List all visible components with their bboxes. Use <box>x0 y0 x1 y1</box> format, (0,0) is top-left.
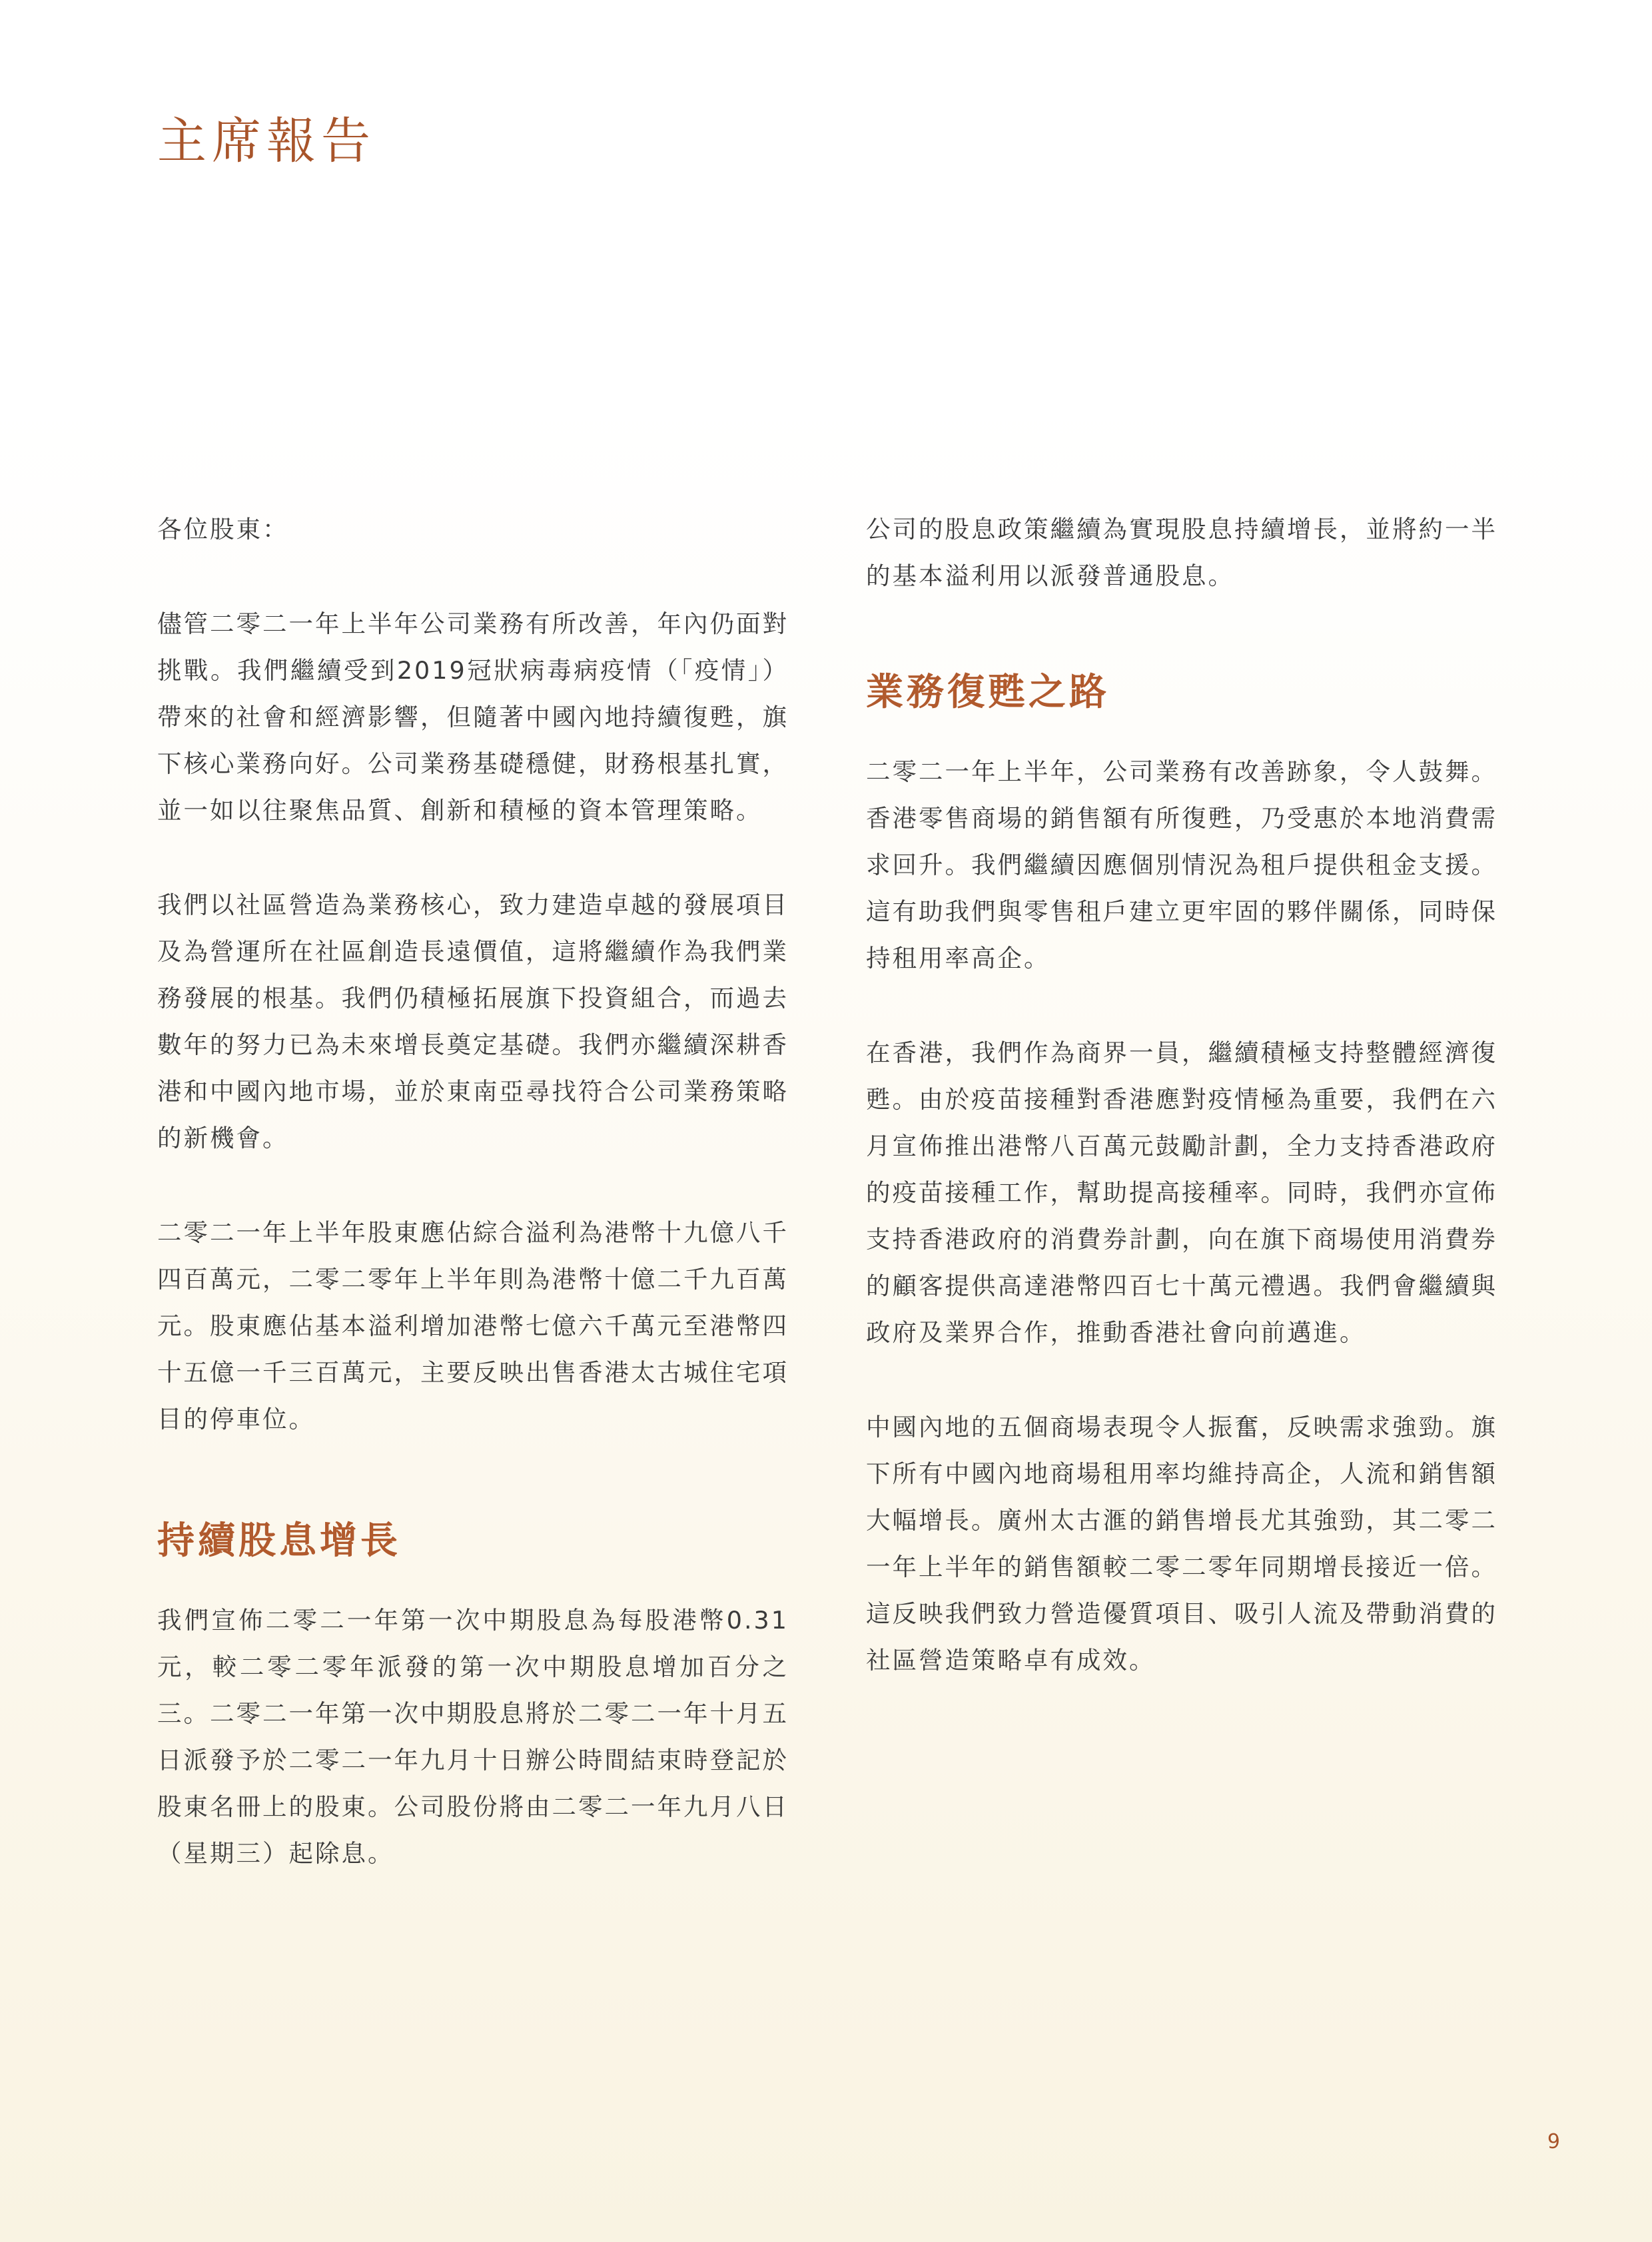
page-number: 9 <box>1547 2130 1560 2153</box>
salutation: 各位股東： <box>157 515 289 544</box>
right-column <box>866 506 1497 1732</box>
paragraph-interim-dividend: 我們宣佈二零二一年第一次中期股息為每股港幣0.31元，較二零二零年派發的第一次中期股息增加百分之三。二零二一年第一次中期股息將於二零二一年十月五日派發予於二零二一年九月十日辦公時間結束時登記於股東名冊上的股東。公司股份將由二零二一年九月八日（星期三）起除息。 <box>157 1606 789 1868</box>
paragraph-business-overview: 儘管二零二一年上半年公司業務有所改善，年內仍面對挑戰。我們繼續受到2019冠狀病毒病疫情（「疫情」）帶來的社會和經濟影響，但隨著中國內地持續復甦，旗下核心業務向好。公司業務基礎穩健，財務根基扎實，並一如以往聚焦品質、創新和積極的資本管理策略。 <box>157 609 789 825</box>
section-heading-dividend: 持續股息增長 <box>157 1519 401 1563</box>
left-column <box>157 506 789 1925</box>
page-title: 主席報告 <box>157 113 376 170</box>
section-heading-recovery: 業務復甦之路 <box>866 671 1110 714</box>
paragraph-profit: 二零二一年上半年股東應佔綜合溢利為港幣十九億八千四百萬元，二零二零年上半年則為港幣十億二千九百萬元。股東應佔基本溢利增加港幣七億六千萬元至港幣四十五億一千三百萬元，主要反映出售香港太古城住宅項目的停車位。 <box>157 1218 789 1433</box>
paragraph-community-making: 我們以社區營造為業務核心，致力建造卓越的發展項目及為營運所在社區創造長遠價值，這將繼續作為我們業務發展的根基。我們仍積極拓展旗下投資組合，而過去數年的努力已為未來增長奠定基礎。我們亦繼續深耕香港和中國內地市場，並於東南亞尋找符合公司業務策略的新機會。 <box>157 891 789 1152</box>
paragraph-mainland-malls: 中國內地的五個商場表現令人振奮，反映需求強勁。旗下所有中國內地商場租用率均維持高企，人流和銷售額大幅增長。廣州太古滙的銷售增長尤其強勁，其二零二一年上半年的銷售額較二零二零年同期增長接近一倍。這反映我們致力營造優質項目、吸引人流及帶動消費的社區營造策略卓有成效。 <box>866 1413 1497 1675</box>
paragraph-dividend-policy: 公司的股息政策繼續為實現股息持續增長，並將約一半的基本溢利用以派發普通股息。 <box>866 515 1497 590</box>
paragraph-retail-recovery: 二零二一年上半年，公司業務有改善跡象，令人鼓舞。香港零售商場的銷售額有所復甦，乃受惠於本地消費需求回升。我們繼續因應個別情況為租戶提供租金支援。這有助我們與零售租戶建立更牢固的夥伴關係，同時保持租用率高企。 <box>866 757 1497 972</box>
paragraph-hong-kong-support: 在香港，我們作為商界一員，繼續積極支持整體經濟復甦。由於疫苗接種對香港應對疫情極為重要，我們在六月宣佈推出港幣八百萬元鼓勵計劃，全力支持香港政府的疫苗接種工作，幫助提高接種率。同時，我們亦宣佈支持香港政府的消費券計劃，向在旗下商場使用消費券的顧客提供高達港幣四百七十萬元禮遇。我們會繼續與政府及業界合作，推動香港社會向前邁進。 <box>866 1038 1497 1347</box>
